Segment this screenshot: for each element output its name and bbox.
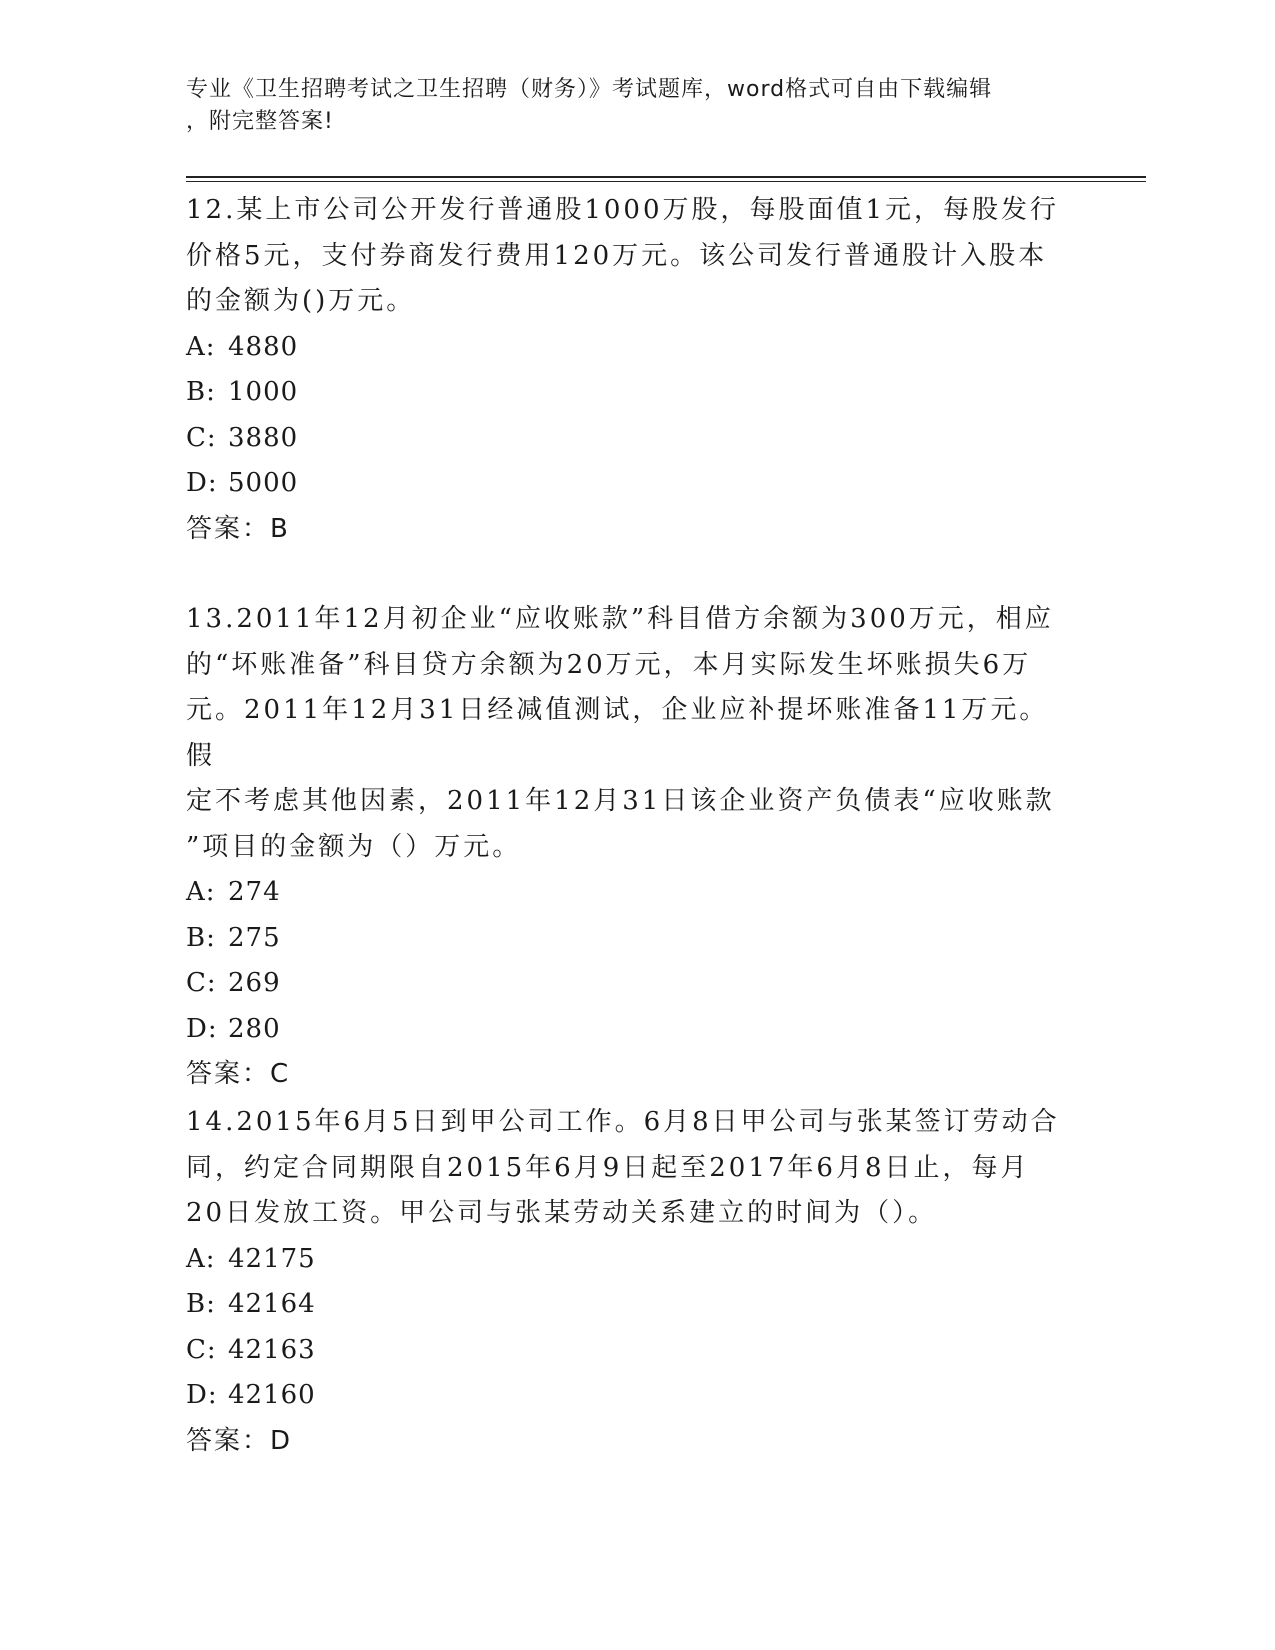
option-text: 42164 — [228, 1289, 316, 1319]
option-letter: D: — [186, 1380, 218, 1410]
header-divider-thick — [186, 176, 1146, 178]
option-letter: C: — [186, 1334, 217, 1365]
option-letter: A: — [186, 1243, 216, 1274]
header-line-2: ，附完整答案! — [186, 109, 334, 134]
question-stem — [186, 597, 1076, 870]
option-letter: D: — [186, 1013, 218, 1044]
option-text: 42160 — [228, 1380, 316, 1410]
document-header — [186, 74, 1066, 138]
stem-line: ”项目的金额为（）万元。 — [186, 831, 522, 862]
stem-line: 同，约定合同期限自2015年6月9日起至2017年6月8日止，每月 — [186, 1152, 1030, 1183]
header-divider-thin — [186, 181, 1146, 182]
option-letter: B: — [186, 922, 216, 953]
stem-line: 的金额为()万元。 — [186, 286, 416, 316]
option-text: 42175 — [228, 1243, 316, 1274]
option-c — [186, 1328, 1076, 1374]
option-text: 269 — [228, 968, 281, 998]
option-letter: A: — [186, 877, 216, 907]
option-text: 4880 — [228, 331, 299, 362]
option-text: 42163 — [228, 1334, 316, 1365]
option-text: 3880 — [228, 422, 299, 453]
answer: 答案：D — [186, 1425, 293, 1456]
option-d — [186, 461, 1076, 507]
option-text: 5000 — [228, 468, 299, 498]
option-b — [186, 916, 1076, 962]
question-14 — [186, 1100, 1076, 1464]
stem-line: 13.2011年12月初企业“应收账款”科目借方余额为300万元，相应 — [186, 604, 1054, 634]
answer: 答案：B — [186, 513, 290, 544]
option-text: 274 — [228, 877, 281, 907]
option-letter: C: — [186, 422, 217, 453]
header-line-1: 专业《卫生招聘考试之卫生招聘（财务）》考试题库，word格式可自由下载编辑 — [186, 77, 993, 102]
question-stem — [186, 1100, 1076, 1237]
option-b — [186, 370, 1076, 416]
option-a — [186, 1237, 1076, 1283]
question-13 — [186, 597, 1076, 1098]
option-letter: A: — [186, 331, 216, 362]
option-text: 280 — [228, 1013, 281, 1044]
option-d — [186, 1007, 1076, 1053]
option-b — [186, 1282, 1076, 1328]
question-12 — [186, 188, 1076, 552]
option-letter: B: — [186, 377, 216, 407]
option-c — [186, 961, 1076, 1007]
stem-line: 20日发放工资。甲公司与张某劳动关系建立的时间为（）。 — [186, 1198, 938, 1228]
stem-line: 价格5元，支付券商发行费用120万元。该公司发行普通股计入股本 — [186, 240, 1048, 271]
option-letter: B: — [186, 1289, 216, 1319]
stem-line: 的“坏账准备”科目贷方余额为20万元，本月实际发生坏账损失6万 — [186, 649, 1032, 680]
option-a — [186, 870, 1076, 916]
option-c — [186, 416, 1076, 462]
option-text: 275 — [228, 922, 281, 953]
question-stem — [186, 188, 1076, 325]
stem-line: 定不考虑其他因素，2011年12月31日该企业资产负债表“应收账款 — [186, 786, 1055, 816]
answer: 答案：C — [186, 1059, 291, 1089]
stem-line: 元。2011年12月31日经减值测试，企业应补提坏账准备11万元。假 — [186, 695, 1049, 771]
option-d — [186, 1373, 1076, 1419]
option-a — [186, 325, 1076, 371]
stem-line: 12.某上市公司公开发行普通股1000万股，每股面值1元，每股发行 — [186, 195, 1060, 225]
option-text: 1000 — [228, 377, 299, 407]
stem-line: 14.2015年6月5日到甲公司工作。6月8日甲公司与张某签订劳动合 — [186, 1107, 1060, 1137]
option-letter: D: — [186, 468, 218, 498]
option-letter: C: — [186, 968, 217, 998]
